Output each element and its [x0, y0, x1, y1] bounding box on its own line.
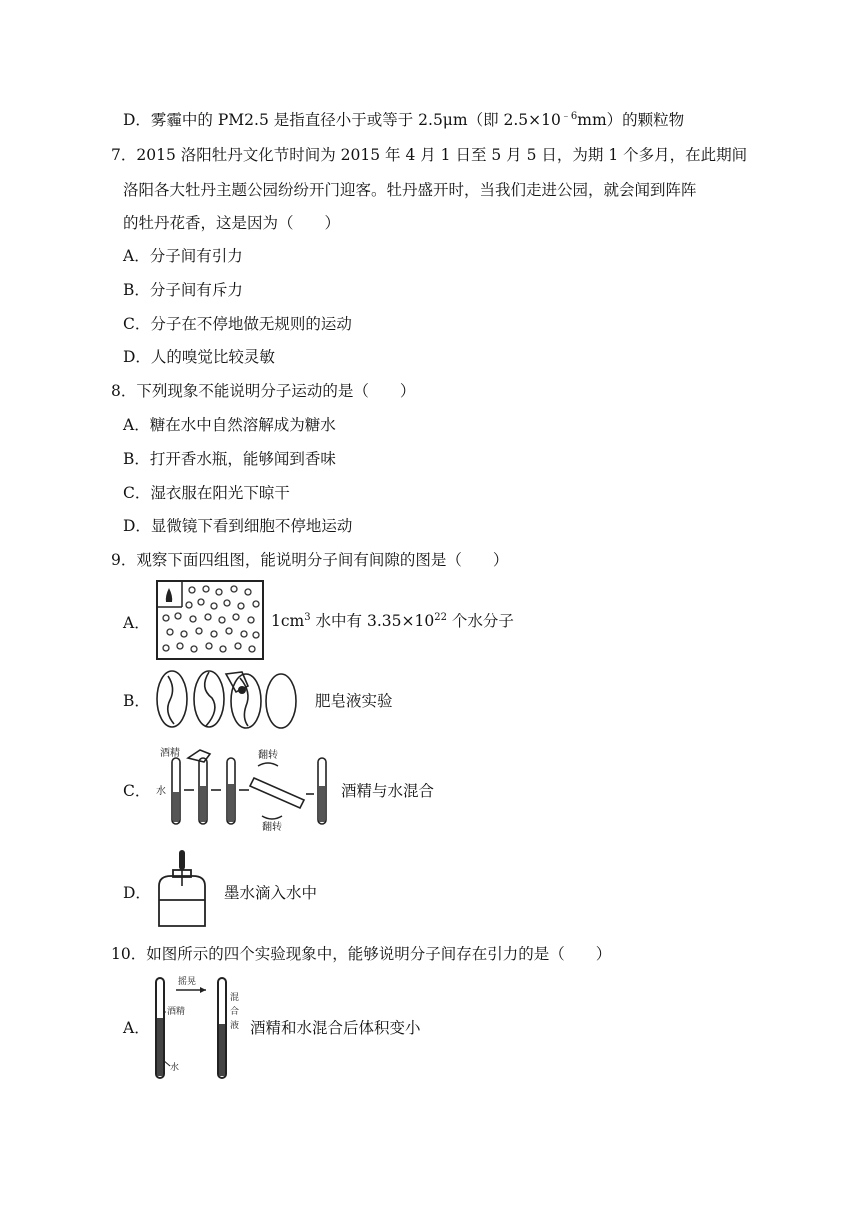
svg-text:水: 水 [156, 786, 166, 797]
q8-option-b: B．打开香水瓶，能够闻到香味 [123, 450, 336, 468]
q9-option-b-text: 肥皂液实验 [315, 692, 393, 710]
svg-text:翻转: 翻转 [258, 750, 278, 761]
q8-option-d: D．显微镜下看到细胞不停地运动 [123, 517, 353, 535]
q8-stem: 8．下列现象不能说明分子运动的是（ ） [111, 382, 416, 400]
q9-option-d-label: D． [123, 884, 151, 902]
svg-text:混: 混 [230, 993, 240, 1003]
q8-option-c: C．湿衣服在阳光下晾干 [123, 484, 290, 502]
q9-option-a-text: $1cm^3$ 水中有 $3.35\times 10^{22}$ 个水分子 [271, 612, 514, 630]
q10-option-a-text: 酒精和水混合后体积变小 [250, 1019, 421, 1037]
q7-stem-line-3: 的牡丹花香，这是因为（ ） [123, 214, 341, 232]
svg-text:酒精: 酒精 [167, 1007, 186, 1017]
q10-option-a-label: A． [123, 1019, 150, 1037]
q9-option-b-label: B． [123, 692, 150, 710]
q9-option-c-label: C． [123, 782, 151, 800]
water-molecules-figure [156, 580, 264, 660]
q9-stem: 9．观察下面四组图，能说明分子间有间隙的图是（ ） [111, 551, 509, 569]
soap-film-figure [154, 668, 298, 730]
svg-text:翻转: 翻转 [262, 822, 282, 833]
alcohol-water-tubes-figure [152, 972, 248, 1080]
q8-option-a: A．糖在水中自然溶解成为糖水 [123, 416, 336, 434]
svg-text:液: 液 [230, 1021, 240, 1031]
q7-option-a: A．分子间有引力 [123, 247, 243, 265]
alcohol-water-flip-figure [154, 744, 334, 836]
svg-text:摇晃: 摇晃 [178, 977, 197, 987]
q6-option-d: D．雾霾中的 PM2.5 是指直径小于或等于 2.5μm（即 $2.5\times 10^{﹣6}mm$）的颗粒物 [123, 111, 685, 129]
q7-stem-line-2: 洛阳各大牡丹主题公园纷纷开门迎客。牡丹盛开时，当我们走进公园，就会闻到阵阵 [123, 181, 697, 199]
svg-text:酒精: 酒精 [160, 748, 180, 759]
q7-option-b: B．分子间有斥力 [123, 281, 243, 299]
svg-text:合: 合 [230, 1007, 240, 1017]
q9-option-c-text: 酒精与水混合 [341, 782, 435, 800]
q7-option-c: C．分子在不停地做无规则的运动 [123, 315, 352, 333]
q9-option-d-text: 墨水滴入水中 [224, 884, 318, 902]
q7-option-d: D．人的嗅觉比较灵敏 [123, 348, 275, 366]
svg-text:水: 水 [170, 1063, 180, 1073]
ink-dropper-bottle-figure [155, 846, 209, 930]
q9-option-a-label: A． [123, 614, 150, 632]
q10-stem: 10．如图所示的四个实验现象中，能够说明分子间存在引力的是（ ） [111, 945, 612, 963]
q7-stem-line-1: 7．2015 洛阳牡丹文化节时间为 2015 年 4 月 1 日至 5 月 5 日，为期 1 个多月，在此期间 [111, 146, 748, 164]
